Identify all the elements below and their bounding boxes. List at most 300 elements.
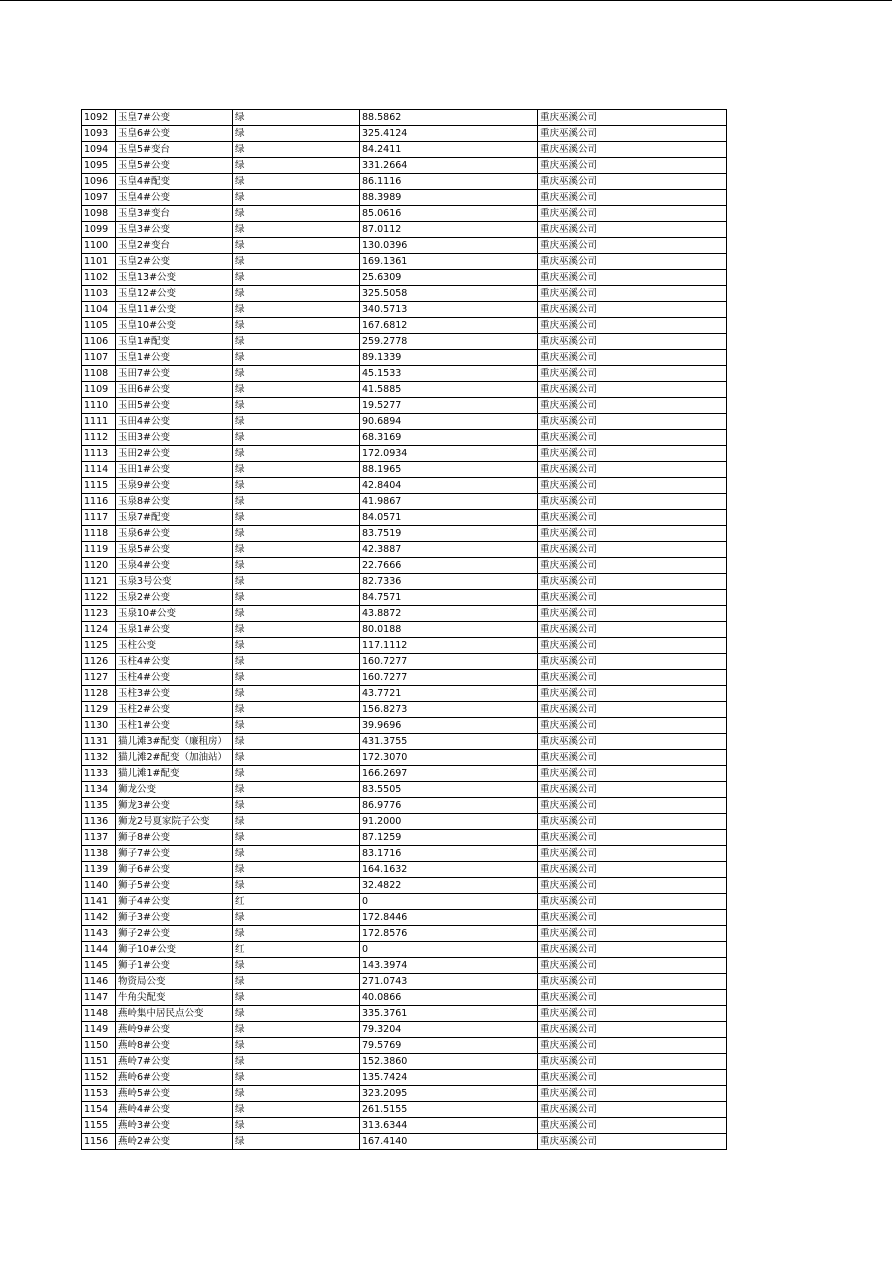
row-id-cell: 1100 (82, 238, 116, 254)
row-id-cell: 1141 (82, 894, 116, 910)
company-cell: 重庆巫溪公司 (538, 430, 727, 446)
status-cell: 绿 (233, 990, 360, 1006)
table-row (82, 990, 727, 1006)
row-id-cell: 1121 (82, 574, 116, 590)
station-name-cell: 燕岭3#公变 (116, 1118, 233, 1134)
table-row (82, 542, 727, 558)
row-id-cell: 1095 (82, 158, 116, 174)
row-id-cell: 1143 (82, 926, 116, 942)
table-row (82, 606, 727, 622)
row-id-cell: 1138 (82, 846, 116, 862)
table-row (82, 510, 727, 526)
status-cell: 绿 (233, 686, 360, 702)
table-row (82, 1086, 727, 1102)
value-cell: 261.5155 (360, 1102, 538, 1118)
table-row (82, 286, 727, 302)
station-name-cell: 玉皇10#公变 (116, 318, 233, 334)
value-cell: 87.0112 (360, 222, 538, 238)
table-row (82, 830, 727, 846)
station-name-cell: 玉皇1#配变 (116, 334, 233, 350)
value-cell: 167.6812 (360, 318, 538, 334)
value-cell: 160.7277 (360, 670, 538, 686)
row-id-cell: 1115 (82, 478, 116, 494)
status-cell: 绿 (233, 542, 360, 558)
row-id-cell: 1103 (82, 286, 116, 302)
value-cell: 43.7721 (360, 686, 538, 702)
station-name-cell: 玉泉10#公变 (116, 606, 233, 622)
row-id-cell: 1156 (82, 1134, 116, 1150)
row-id-cell: 1140 (82, 878, 116, 894)
table-row (82, 622, 727, 638)
row-id-cell: 1134 (82, 782, 116, 798)
value-cell: 156.8273 (360, 702, 538, 718)
station-name-cell: 猫儿滩2#配变（加油站） (116, 750, 233, 766)
table-row (82, 1102, 727, 1118)
value-cell: 25.6309 (360, 270, 538, 286)
status-cell: 绿 (233, 142, 360, 158)
row-id-cell: 1126 (82, 654, 116, 670)
station-name-cell: 玉田4#公变 (116, 414, 233, 430)
value-cell: 43.8872 (360, 606, 538, 622)
row-id-cell: 1149 (82, 1022, 116, 1038)
status-cell: 绿 (233, 1086, 360, 1102)
table-row (82, 190, 727, 206)
table-row (82, 206, 727, 222)
company-cell: 重庆巫溪公司 (538, 446, 727, 462)
value-cell: 79.3204 (360, 1022, 538, 1038)
status-cell: 绿 (233, 478, 360, 494)
company-cell: 重庆巫溪公司 (538, 1006, 727, 1022)
status-cell: 绿 (233, 622, 360, 638)
company-cell: 重庆巫溪公司 (538, 158, 727, 174)
company-cell: 重庆巫溪公司 (538, 670, 727, 686)
status-cell: 绿 (233, 494, 360, 510)
value-cell: 42.8404 (360, 478, 538, 494)
row-id-cell: 1118 (82, 526, 116, 542)
company-cell: 重庆巫溪公司 (538, 190, 727, 206)
station-name-cell: 狮子4#公变 (116, 894, 233, 910)
station-name-cell: 燕岭2#公变 (116, 1134, 233, 1150)
table-row (82, 446, 727, 462)
row-id-cell: 1155 (82, 1118, 116, 1134)
table-row (82, 414, 727, 430)
value-cell: 80.0188 (360, 622, 538, 638)
status-cell: 绿 (233, 878, 360, 894)
company-cell: 重庆巫溪公司 (538, 750, 727, 766)
table-row (82, 702, 727, 718)
table-row (82, 1118, 727, 1134)
station-name-cell: 玉柱3#公变 (116, 686, 233, 702)
row-id-cell: 1108 (82, 366, 116, 382)
table-row (82, 1038, 727, 1054)
company-cell: 重庆巫溪公司 (538, 654, 727, 670)
table-row (82, 478, 727, 494)
value-cell: 164.1632 (360, 862, 538, 878)
value-cell: 83.1716 (360, 846, 538, 862)
row-id-cell: 1125 (82, 638, 116, 654)
row-id-cell: 1136 (82, 814, 116, 830)
status-cell: 绿 (233, 814, 360, 830)
value-cell: 88.1965 (360, 462, 538, 478)
company-cell: 重庆巫溪公司 (538, 958, 727, 974)
station-name-cell: 燕岭6#公变 (116, 1070, 233, 1086)
station-name-cell: 燕岭集中居民点公变 (116, 1006, 233, 1022)
table-row (82, 590, 727, 606)
company-cell: 重庆巫溪公司 (538, 510, 727, 526)
row-id-cell: 1102 (82, 270, 116, 286)
value-cell: 22.7666 (360, 558, 538, 574)
value-cell: 335.3761 (360, 1006, 538, 1022)
station-name-cell: 狮子8#公变 (116, 830, 233, 846)
station-name-cell: 玉皇6#公变 (116, 126, 233, 142)
value-cell: 135.7424 (360, 1070, 538, 1086)
station-name-cell: 燕岭5#公变 (116, 1086, 233, 1102)
page-top-border (0, 0, 892, 1)
station-name-cell: 猫儿滩1#配变 (116, 766, 233, 782)
table-row (82, 558, 727, 574)
company-cell: 重庆巫溪公司 (538, 846, 727, 862)
table-row (82, 894, 727, 910)
station-name-cell: 玉田5#公变 (116, 398, 233, 414)
company-cell: 重庆巫溪公司 (538, 254, 727, 270)
station-name-cell: 燕岭7#公变 (116, 1054, 233, 1070)
table-row (82, 814, 727, 830)
status-cell: 绿 (233, 750, 360, 766)
table-row (82, 526, 727, 542)
status-cell: 绿 (233, 398, 360, 414)
table-row (82, 1006, 727, 1022)
value-cell: 84.2411 (360, 142, 538, 158)
company-cell: 重庆巫溪公司 (538, 1118, 727, 1134)
company-cell: 重庆巫溪公司 (538, 590, 727, 606)
value-cell: 325.4124 (360, 126, 538, 142)
company-cell: 重庆巫溪公司 (538, 638, 727, 654)
company-cell: 重庆巫溪公司 (538, 110, 727, 126)
row-id-cell: 1112 (82, 430, 116, 446)
value-cell: 130.0396 (360, 238, 538, 254)
status-cell: 绿 (233, 318, 360, 334)
status-cell: 红 (233, 942, 360, 958)
status-cell: 绿 (233, 766, 360, 782)
station-name-cell: 狮子7#公变 (116, 846, 233, 862)
status-cell: 绿 (233, 414, 360, 430)
station-name-cell: 玉田1#公变 (116, 462, 233, 478)
value-cell: 340.5713 (360, 302, 538, 318)
company-cell: 重庆巫溪公司 (538, 206, 727, 222)
value-cell: 259.2778 (360, 334, 538, 350)
status-cell: 绿 (233, 238, 360, 254)
company-cell: 重庆巫溪公司 (538, 942, 727, 958)
value-cell: 79.5769 (360, 1038, 538, 1054)
status-cell: 绿 (233, 446, 360, 462)
status-cell: 绿 (233, 558, 360, 574)
value-cell: 172.8576 (360, 926, 538, 942)
status-cell: 绿 (233, 270, 360, 286)
status-cell: 绿 (233, 430, 360, 446)
station-name-cell: 玉田3#公变 (116, 430, 233, 446)
table-row (82, 910, 727, 926)
station-name-cell: 玉泉9#公变 (116, 478, 233, 494)
table-row (82, 126, 727, 142)
status-cell: 绿 (233, 302, 360, 318)
row-id-cell: 1128 (82, 686, 116, 702)
status-cell: 绿 (233, 222, 360, 238)
table-row (82, 878, 727, 894)
station-name-cell: 玉皇3#变台 (116, 206, 233, 222)
status-cell: 绿 (233, 1006, 360, 1022)
status-cell: 绿 (233, 910, 360, 926)
status-cell: 绿 (233, 1070, 360, 1086)
status-cell: 绿 (233, 574, 360, 590)
company-cell: 重庆巫溪公司 (538, 1054, 727, 1070)
station-name-cell: 玉泉6#公变 (116, 526, 233, 542)
table-row (82, 718, 727, 734)
table-row (82, 350, 727, 366)
table-row (82, 398, 727, 414)
row-id-cell: 1098 (82, 206, 116, 222)
status-cell: 绿 (233, 1022, 360, 1038)
status-cell: 绿 (233, 382, 360, 398)
company-cell: 重庆巫溪公司 (538, 622, 727, 638)
row-id-cell: 1133 (82, 766, 116, 782)
row-id-cell: 1135 (82, 798, 116, 814)
station-name-cell: 狮子3#公变 (116, 910, 233, 926)
value-cell: 42.3887 (360, 542, 538, 558)
row-id-cell: 1148 (82, 1006, 116, 1022)
table-body (82, 110, 727, 1150)
table-row (82, 1022, 727, 1038)
status-cell: 绿 (233, 174, 360, 190)
station-name-cell: 玉皇1#公变 (116, 350, 233, 366)
company-cell: 重庆巫溪公司 (538, 926, 727, 942)
status-cell: 绿 (233, 1038, 360, 1054)
status-cell: 绿 (233, 798, 360, 814)
table-row (82, 782, 727, 798)
status-cell: 绿 (233, 606, 360, 622)
station-name-cell: 玉皇2#变台 (116, 238, 233, 254)
status-cell: 绿 (233, 350, 360, 366)
company-cell: 重庆巫溪公司 (538, 478, 727, 494)
status-cell: 绿 (233, 638, 360, 654)
status-cell: 绿 (233, 1054, 360, 1070)
table-row (82, 846, 727, 862)
status-cell: 绿 (233, 334, 360, 350)
row-id-cell: 1096 (82, 174, 116, 190)
row-id-cell: 1104 (82, 302, 116, 318)
company-cell: 重庆巫溪公司 (538, 286, 727, 302)
company-cell: 重庆巫溪公司 (538, 1102, 727, 1118)
row-id-cell: 1117 (82, 510, 116, 526)
status-cell: 绿 (233, 958, 360, 974)
table-row (82, 750, 727, 766)
station-name-cell: 燕岭9#公变 (116, 1022, 233, 1038)
table-row (82, 638, 727, 654)
station-name-cell: 玉皇4#公变 (116, 190, 233, 206)
company-cell: 重庆巫溪公司 (538, 318, 727, 334)
company-cell: 重庆巫溪公司 (538, 526, 727, 542)
company-cell: 重庆巫溪公司 (538, 126, 727, 142)
status-cell: 绿 (233, 526, 360, 542)
status-cell: 绿 (233, 734, 360, 750)
value-cell: 0 (360, 942, 538, 958)
value-cell: 39.9696 (360, 718, 538, 734)
row-id-cell: 1131 (82, 734, 116, 750)
company-cell: 重庆巫溪公司 (538, 1022, 727, 1038)
status-cell: 绿 (233, 366, 360, 382)
row-id-cell: 1144 (82, 942, 116, 958)
company-cell: 重庆巫溪公司 (538, 558, 727, 574)
table-row (82, 382, 727, 398)
company-cell: 重庆巫溪公司 (538, 574, 727, 590)
table-row (82, 302, 727, 318)
company-cell: 重庆巫溪公司 (538, 1038, 727, 1054)
value-cell: 313.6344 (360, 1118, 538, 1134)
company-cell: 重庆巫溪公司 (538, 366, 727, 382)
company-cell: 重庆巫溪公司 (538, 270, 727, 286)
station-name-cell: 玉皇12#公变 (116, 286, 233, 302)
company-cell: 重庆巫溪公司 (538, 350, 727, 366)
status-cell: 绿 (233, 862, 360, 878)
station-name-cell: 玉田6#公变 (116, 382, 233, 398)
station-name-cell: 玉柱2#公变 (116, 702, 233, 718)
table-row (82, 430, 727, 446)
table-row (82, 1134, 727, 1150)
row-id-cell: 1122 (82, 590, 116, 606)
value-cell: 41.5885 (360, 382, 538, 398)
table-row (82, 366, 727, 382)
value-cell: 85.0616 (360, 206, 538, 222)
value-cell: 68.3169 (360, 430, 538, 446)
company-cell: 重庆巫溪公司 (538, 334, 727, 350)
company-cell: 重庆巫溪公司 (538, 830, 727, 846)
row-id-cell: 1127 (82, 670, 116, 686)
status-cell: 绿 (233, 254, 360, 270)
station-name-cell: 狮子10#公变 (116, 942, 233, 958)
value-cell: 323.2095 (360, 1086, 538, 1102)
company-cell: 重庆巫溪公司 (538, 878, 727, 894)
station-name-cell: 玉柱4#公变 (116, 654, 233, 670)
value-cell: 166.2697 (360, 766, 538, 782)
value-cell: 83.5505 (360, 782, 538, 798)
value-cell: 83.7519 (360, 526, 538, 542)
row-id-cell: 1142 (82, 910, 116, 926)
status-cell: 绿 (233, 126, 360, 142)
row-id-cell: 1120 (82, 558, 116, 574)
status-cell: 绿 (233, 974, 360, 990)
row-id-cell: 1116 (82, 494, 116, 510)
value-cell: 90.6894 (360, 414, 538, 430)
table-row (82, 670, 727, 686)
row-id-cell: 1123 (82, 606, 116, 622)
value-cell: 40.0866 (360, 990, 538, 1006)
value-cell: 271.0743 (360, 974, 538, 990)
status-cell: 绿 (233, 1102, 360, 1118)
station-name-cell: 狮龙3#公变 (116, 798, 233, 814)
value-cell: 19.5277 (360, 398, 538, 414)
table-row (82, 110, 727, 126)
station-name-cell: 玉皇7#公变 (116, 110, 233, 126)
table-row (82, 654, 727, 670)
station-name-cell: 玉泉2#公变 (116, 590, 233, 606)
value-cell: 172.8446 (360, 910, 538, 926)
table-row (82, 734, 727, 750)
company-cell: 重庆巫溪公司 (538, 222, 727, 238)
company-cell: 重庆巫溪公司 (538, 686, 727, 702)
station-name-cell: 燕岭4#公变 (116, 1102, 233, 1118)
row-id-cell: 1137 (82, 830, 116, 846)
station-name-cell: 玉泉5#公变 (116, 542, 233, 558)
row-id-cell: 1111 (82, 414, 116, 430)
company-cell: 重庆巫溪公司 (538, 862, 727, 878)
station-name-cell: 玉皇11#公变 (116, 302, 233, 318)
row-id-cell: 1119 (82, 542, 116, 558)
status-cell: 绿 (233, 654, 360, 670)
station-name-cell: 玉田2#公变 (116, 446, 233, 462)
company-cell: 重庆巫溪公司 (538, 894, 727, 910)
company-cell: 重庆巫溪公司 (538, 494, 727, 510)
station-name-cell: 玉柱公变 (116, 638, 233, 654)
table-row (82, 222, 727, 238)
table-row (82, 1054, 727, 1070)
value-cell: 160.7277 (360, 654, 538, 670)
row-id-cell: 1107 (82, 350, 116, 366)
row-id-cell: 1109 (82, 382, 116, 398)
station-name-cell: 玉皇13#公变 (116, 270, 233, 286)
value-cell: 431.3755 (360, 734, 538, 750)
value-cell: 167.4140 (360, 1134, 538, 1150)
status-cell: 绿 (233, 286, 360, 302)
company-cell: 重庆巫溪公司 (538, 910, 727, 926)
status-cell: 绿 (233, 190, 360, 206)
value-cell: 91.2000 (360, 814, 538, 830)
row-id-cell: 1150 (82, 1038, 116, 1054)
value-cell: 152.3860 (360, 1054, 538, 1070)
value-cell: 331.2664 (360, 158, 538, 174)
company-cell: 重庆巫溪公司 (538, 766, 727, 782)
company-cell: 重庆巫溪公司 (538, 142, 727, 158)
status-cell: 绿 (233, 926, 360, 942)
row-id-cell: 1105 (82, 318, 116, 334)
row-id-cell: 1106 (82, 334, 116, 350)
table-row (82, 686, 727, 702)
station-name-cell: 玉皇2#公变 (116, 254, 233, 270)
row-id-cell: 1113 (82, 446, 116, 462)
status-cell: 绿 (233, 718, 360, 734)
row-id-cell: 1114 (82, 462, 116, 478)
table-row (82, 958, 727, 974)
company-cell: 重庆巫溪公司 (538, 382, 727, 398)
station-name-cell: 狮子1#公变 (116, 958, 233, 974)
station-name-cell: 物资局公变 (116, 974, 233, 990)
value-cell: 143.3974 (360, 958, 538, 974)
row-id-cell: 1130 (82, 718, 116, 734)
row-id-cell: 1097 (82, 190, 116, 206)
status-cell: 绿 (233, 846, 360, 862)
status-cell: 绿 (233, 1118, 360, 1134)
row-id-cell: 1146 (82, 974, 116, 990)
station-name-cell: 玉皇4#配变 (116, 174, 233, 190)
status-cell: 绿 (233, 510, 360, 526)
table-row (82, 254, 727, 270)
company-cell: 重庆巫溪公司 (538, 798, 727, 814)
status-cell: 绿 (233, 1134, 360, 1150)
station-name-cell: 玉泉1#公变 (116, 622, 233, 638)
station-name-cell: 猫儿滩3#配变（廉租房） (116, 734, 233, 750)
table-row (82, 158, 727, 174)
status-cell: 绿 (233, 110, 360, 126)
station-name-cell: 牛角尖配变 (116, 990, 233, 1006)
value-cell: 86.1116 (360, 174, 538, 190)
